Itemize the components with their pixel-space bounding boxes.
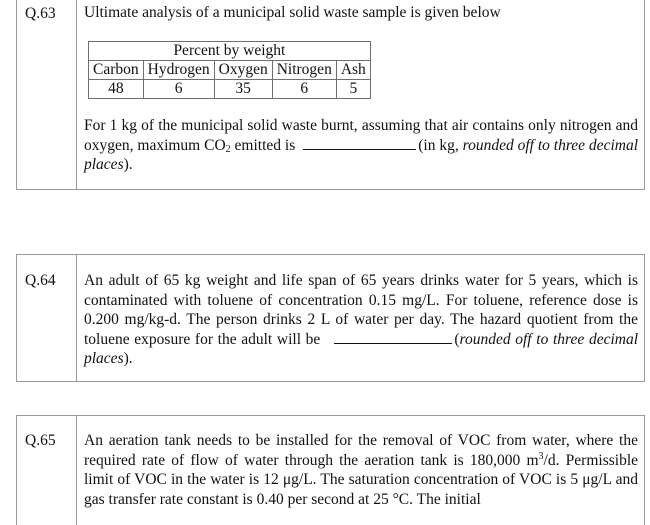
header-hydrogen: Hydrogen (143, 61, 214, 80)
question-number-cell (17, 0, 77, 189)
question-65 (16, 415, 645, 525)
header-nitrogen: Nitrogen (272, 61, 336, 80)
question-64 (16, 254, 645, 382)
question-text: An adult of 65 kg weight and life span of 65 years drinks water for 5 years, which is contaminated with toluene of concentration 0.15 mg/L. For toluene, reference dose is 0.200 mg/kg-d. The person drinks 2 L of water per day. The hazard quotient from the toluene exposure for the adult will be (rounded off to three decimal places). (84, 272, 639, 367)
value-ash: 5 (336, 80, 370, 99)
value-carbon: 48 (89, 80, 144, 99)
question-number: Q.64 (25, 272, 56, 289)
header-carbon: Carbon (89, 61, 144, 80)
question-text: For 1 kg of the municipal solid waste burnt, assuming that air contains only nitrogen and oxygen, maximum $CO_2$ emitted is (in kg, rounded off to three decimal places). (84, 117, 638, 173)
question-number-cell (17, 416, 77, 525)
question-number: Q.63 (25, 5, 56, 22)
question-text: An aeration tank needs to be installed for the removal of VOC from water, where the required rate of flow of water through the aeration tank is 180,000 $m^3/d$. Permissible limit of VOC in the water is 12 μg/L. The saturation concentration of VOC is 5 μg/L and gas transfer rate constant is 0.40 per second at 25 °C. The initial (84, 432, 639, 508)
value-nitrogen: 6 (272, 80, 336, 99)
answer-blank[interactable] (334, 331, 452, 344)
answer-blank[interactable] (303, 137, 416, 150)
question-number-cell (17, 255, 77, 381)
table-value-row (89, 80, 371, 99)
composition-table (88, 41, 371, 99)
question-number: Q.65 (25, 432, 56, 449)
table-caption: Percent by weight (89, 42, 371, 61)
value-hydrogen: 6 (143, 80, 214, 99)
question-intro: Ultimate analysis of a municipal solid waste sample is given below (84, 4, 501, 21)
header-ash: Ash (336, 61, 370, 80)
table-header-row (89, 61, 371, 80)
value-oxygen: 35 (214, 80, 272, 99)
header-oxygen: Oxygen (214, 61, 272, 80)
